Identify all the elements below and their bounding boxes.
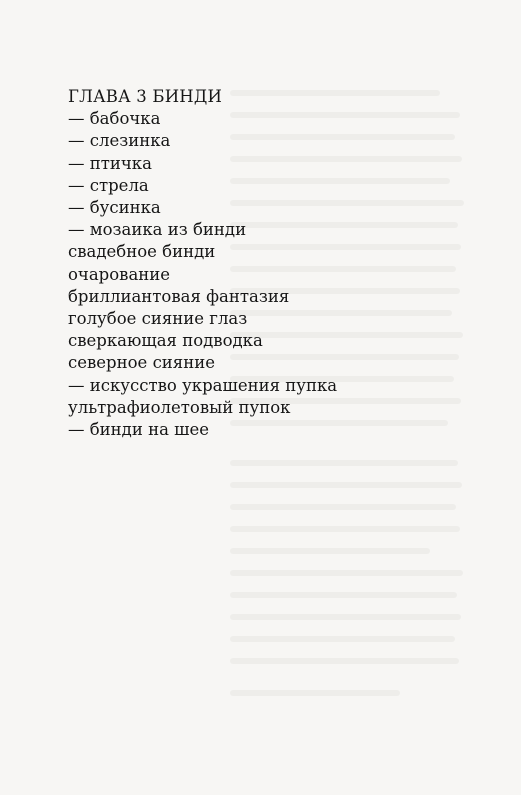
- toc-item: — стрела: [68, 175, 149, 195]
- toc-item: — бусинка: [68, 198, 161, 218]
- toc-item: — мозаика из бинди: [68, 220, 247, 240]
- toc-item: голубое сияние глаз: [68, 309, 248, 329]
- chapter-title: ГЛАВА 3 БИНДИ: [68, 87, 223, 106]
- toc-item: сверкающая подводка: [68, 331, 263, 351]
- toc-item: — искусство украшения пупка: [68, 375, 338, 395]
- toc-item: ультрафиолетовый пупок: [68, 397, 291, 417]
- toc-item: — бабочка: [68, 109, 161, 129]
- toc-item: бриллиантовая фантазия: [68, 286, 290, 306]
- toc-item: северное сияние: [68, 353, 215, 373]
- toc-item: очарование: [68, 264, 171, 284]
- toc-item: — слезинка: [68, 131, 171, 151]
- table-of-contents: [68, 86, 337, 441]
- toc-item: — бинди на шее: [68, 420, 210, 440]
- toc-item: свадебное бинди: [68, 242, 216, 262]
- toc-item: — птичка: [68, 153, 152, 173]
